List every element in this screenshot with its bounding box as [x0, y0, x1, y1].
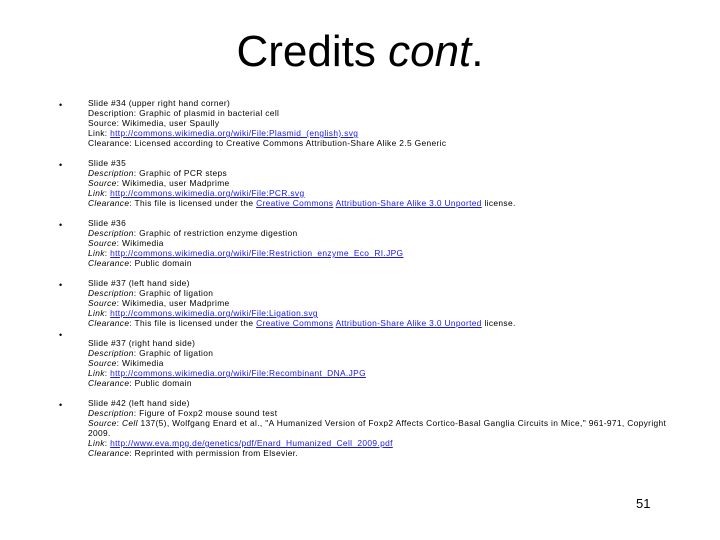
clearance-end: license. [481, 318, 516, 328]
source-label: Source [88, 418, 117, 428]
source-sep: : [116, 418, 122, 428]
title-main: Credits [236, 27, 389, 76]
source-text: : Wikimedia, user Madprime [116, 298, 230, 308]
title-end: . [471, 27, 484, 76]
credit-body [88, 218, 678, 268]
description-label: Description [88, 168, 134, 178]
description-line [88, 408, 678, 418]
clearance-label: Clearance [88, 448, 130, 458]
source-link[interactable]: http://www.eva.mpg.de/genetics/pdf/Enard_Humanized_Cell_2009.pdf [110, 438, 393, 448]
description-line [88, 348, 678, 358]
description-text: : Graphic of ligation [133, 348, 214, 358]
source-link[interactable]: http://commons.wikimedia.org/wiki/File:Ligation.svg [110, 308, 318, 318]
source-link[interactable]: http://commons.wikimedia.org/wiki/File:PCR.svg [110, 188, 305, 198]
slide-ref: Slide #37 (right hand side) [88, 338, 196, 348]
link-label: Link [88, 368, 105, 378]
link-separator: : [104, 368, 111, 378]
clearance-label: Clearance [88, 258, 130, 268]
link-label: Link [88, 308, 105, 318]
credit-body [88, 398, 678, 458]
source-line: Source: Wikimedia, user Spaully [88, 118, 220, 128]
link-separator: : [104, 188, 111, 198]
credit-body [88, 338, 678, 388]
clearance-line [88, 378, 678, 388]
clearance-line [88, 318, 678, 328]
link-label: Link [88, 188, 105, 198]
slide-ref: Slide #34 (upper right hand corner) [88, 98, 231, 108]
source-link[interactable]: http://commons.wikimedia.org/wiki/File:Plasmid_(english).svg [110, 128, 359, 138]
source-text: : Wikimedia [116, 238, 164, 248]
clearance-text: : This file is licensed under the [129, 198, 257, 208]
link-separator: : [104, 248, 111, 258]
link-line [88, 368, 678, 378]
license-link[interactable]: Attribution-Share Alike 3.0 Unported [335, 198, 482, 208]
description-line [88, 168, 678, 178]
source-text: : Wikimedia [116, 358, 164, 368]
source-line [88, 298, 678, 308]
link-line [88, 128, 678, 138]
description-label: Description [88, 348, 134, 358]
link-label: Link: [88, 128, 111, 138]
link-line [88, 248, 678, 258]
source-label: Source [88, 238, 117, 248]
link-separator: : [104, 438, 111, 448]
source-link[interactable]: http://commons.wikimedia.org/wiki/File:Restriction_enzyme_Eco_RI.JPG [110, 248, 404, 258]
clearance-text: : This file is licensed under the [129, 318, 257, 328]
source-label: Source [88, 178, 117, 188]
description-text: : Graphic of PCR steps [133, 168, 228, 178]
description-line: Description: Graphic of plasmid in bacterial cell [88, 108, 280, 118]
description-text: : Graphic of restriction enzyme digestion [133, 228, 298, 238]
link-separator: : [104, 308, 111, 318]
description-text: : Graphic of ligation [133, 288, 214, 298]
link-line [88, 188, 678, 198]
clearance-text: : Reprinted with permission from Elsevier. [129, 448, 299, 458]
bullet-marker: • [59, 400, 63, 410]
slide-ref: Slide #35 [88, 158, 127, 168]
clearance-label: Clearance [88, 318, 130, 328]
description-text: : Figure of Foxp2 mouse sound test [133, 408, 278, 418]
credit-body [88, 98, 678, 148]
slide-ref: Slide #37 (left hand side) [88, 278, 190, 288]
clearance-line [88, 258, 678, 268]
title-italic: cont [388, 27, 472, 76]
clearance-text: : Public domain [129, 258, 192, 268]
clearance-label: Clearance [88, 198, 130, 208]
source-line [88, 358, 678, 368]
creative-commons-link[interactable]: Creative Commons [256, 198, 334, 208]
description-line [88, 288, 678, 298]
link-line [88, 308, 678, 318]
bullet-marker: • [59, 280, 63, 290]
source-text: : Wikimedia, user Madprime [116, 178, 230, 188]
creative-commons-link[interactable]: Creative Commons [256, 318, 334, 328]
source-label: Source [88, 358, 117, 368]
journal-name: Cell [122, 418, 138, 428]
source-line [88, 418, 678, 438]
source-line [88, 178, 678, 188]
license-link[interactable]: Attribution-Share Alike 3.0 Unported [335, 318, 482, 328]
clearance-line: Clearance: Licensed according to Creative Commons Attribution-Share Alike 2.5 Generic [88, 138, 447, 148]
bullet-marker: • [59, 160, 63, 170]
source-line [88, 238, 678, 248]
bullet-marker: • [59, 100, 63, 110]
page-number: 51 [636, 496, 651, 511]
credit-body [88, 158, 678, 208]
description-line [88, 228, 678, 238]
clearance-end: license. [481, 198, 516, 208]
source-label: Source [88, 298, 117, 308]
bullet-marker: • [59, 330, 63, 340]
clearance-label: Clearance [88, 378, 130, 388]
clearance-line [88, 198, 678, 208]
slide-ref: Slide #36 [88, 218, 127, 228]
slide-ref: Slide #42 (left hand side) [88, 398, 190, 408]
link-line [88, 438, 678, 448]
slide-title [0, 26, 720, 78]
source-link[interactable]: http://commons.wikimedia.org/wiki/File:Recombinant_DNA.JPG [110, 368, 366, 378]
clearance-line [88, 448, 678, 458]
clearance-text: : Public domain [129, 378, 192, 388]
description-label: Description [88, 288, 134, 298]
link-label: Link [88, 248, 105, 258]
description-label: Description [88, 228, 134, 238]
credit-body [88, 278, 678, 328]
link-label: Link [88, 438, 105, 448]
description-label: Description [88, 408, 134, 418]
bullet-marker: • [59, 220, 63, 230]
citation-text: 137(5), Wolfgang Enard et al., "A Humanized Version of Foxp2 Affects Cortico-Basal Ganglia Circuits in Mice," 961-971, Copyright 2009. [88, 418, 667, 438]
